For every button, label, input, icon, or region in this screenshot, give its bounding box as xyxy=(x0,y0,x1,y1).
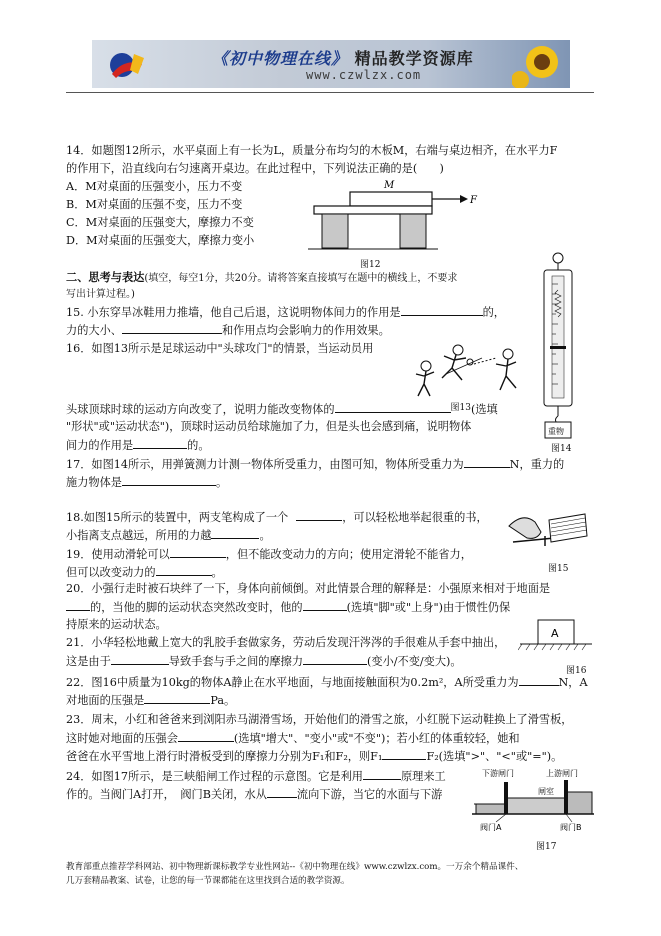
q21-text-a: 这是由于 xyxy=(66,655,111,668)
q18-text-b: ，可以轻松地举起很重的书， xyxy=(342,511,488,524)
q19-blank-2[interactable] xyxy=(156,563,212,576)
q22-line2 xyxy=(66,691,235,710)
q24-line2 xyxy=(66,785,442,804)
q19-text-b: ，但不能改变动力的方向；使用定滑轮不能省力， xyxy=(225,548,472,561)
section2-note-line1: (填空，每空1分，共20分。请将答案直接填写在题中的横线上，不要求 xyxy=(144,273,458,284)
q18-blank-1[interactable] xyxy=(296,508,342,521)
q18-text-a: 18.如图15所示的装置中，两支笔构成了一个 xyxy=(66,511,289,524)
site-logo xyxy=(98,44,168,86)
q16-text-c: 间力的作用是 xyxy=(66,439,134,452)
q22-blank-2[interactable] xyxy=(144,691,210,704)
q20-line1: 20．小强行走时被石块绊了一下，身体向前倾倒。对此情景合理的解释是：小强原来相对于地面是 xyxy=(66,582,551,595)
figure-17-downstream-gate: 下游闸门 xyxy=(482,769,514,778)
figure-12-caption: 图12 xyxy=(360,260,381,270)
section2-heading xyxy=(66,268,457,288)
q18-text-c: 小指离支点越远，所用的力越 xyxy=(66,529,212,542)
figure-17-valve-b: 阀门B xyxy=(560,823,582,832)
q16-text-d: 的。 xyxy=(187,439,210,452)
q19-text-d: 。 xyxy=(211,566,223,579)
q22-blank-1[interactable] xyxy=(519,673,559,686)
q14-option-d: D．M对桌面的压强变大，摩擦力变小 xyxy=(66,234,255,247)
q22-text-b: N，A xyxy=(558,676,588,689)
header-banner xyxy=(92,40,570,88)
figure-15-caption: 图15 xyxy=(548,564,569,574)
figure-16-label-a: A xyxy=(551,627,559,640)
q16-blank-1[interactable] xyxy=(335,400,451,413)
q17-text-d: 。 xyxy=(215,476,228,489)
q14-stem-line2: 的作用下，沿直线向右匀速离开桌边。在此过程中，下列说法正确的是( ) xyxy=(66,162,444,175)
q18-blank-2[interactable] xyxy=(211,526,259,539)
q24-text-a2: 作的。当阀门A打开， 阀门B关闭，水从 xyxy=(66,788,267,801)
q15-blank-2[interactable] xyxy=(122,321,222,334)
figure-14-spring-scale xyxy=(534,250,582,442)
q21-blank-1[interactable] xyxy=(111,652,169,665)
q23-blank-1[interactable] xyxy=(178,729,234,742)
q17-line1 xyxy=(66,455,564,474)
banner-url: www.czwlzx.com xyxy=(306,68,422,82)
q18-text-d: 。 xyxy=(259,529,271,542)
q17-blank-2[interactable] xyxy=(122,473,216,486)
q22-text-c: 对地面的压强是 xyxy=(66,694,145,707)
figure-13-caption: 图13 xyxy=(450,403,471,413)
q24-blank-1[interactable] xyxy=(363,767,401,780)
q24-text-b2: 流向下游，当它的水面与下游 xyxy=(296,788,443,801)
q14-option-b: B．M对桌面的压强不变，压力不变 xyxy=(66,198,243,211)
footer xyxy=(66,860,596,888)
section2-title: 二、思考与表达 xyxy=(66,270,145,284)
q15-text-b: 的， xyxy=(482,306,505,319)
q24-text-b: 原理来工 xyxy=(400,770,446,783)
q17-text-c: 施力物体是 xyxy=(66,476,122,489)
footer-line2: 几万套精品教案、试卷，让您的每一节课都能在这里找到合适的教学资源。 xyxy=(66,876,350,886)
q21-text-c: (变小/不变/变大)。 xyxy=(367,655,462,668)
q16-line2 xyxy=(66,400,498,420)
q23-blank-2[interactable] xyxy=(382,747,426,760)
q18-line2 xyxy=(66,526,271,545)
q17-text-b: N，重力的 xyxy=(509,458,565,471)
q23-text-a: 这时她对地面的压强会 xyxy=(66,732,178,745)
header-rule xyxy=(66,92,594,93)
figure-17-upstream-gate: 上游闸门 xyxy=(546,769,578,778)
figure-17-ship-lock xyxy=(472,764,596,836)
q16-line1: 16．如图13所示是足球运动中"头球攻门"的情景，当运动员用 xyxy=(66,342,374,355)
section2-note-line2: 写出计算过程。) xyxy=(66,289,135,300)
q22-text-d: Pa。 xyxy=(210,694,236,707)
figure-15-pen-lever xyxy=(505,506,589,562)
figure-12-label-f: F xyxy=(470,195,477,206)
figure-13-header-shot xyxy=(412,344,528,400)
q21-line2 xyxy=(66,652,462,671)
q15-text-c: 力的大小、 xyxy=(66,324,122,337)
q20-blank-1[interactable] xyxy=(66,598,90,611)
figure-14-weight-label: 重物 xyxy=(548,427,564,436)
figure-17-chamber: 闸室 xyxy=(538,787,554,796)
figure-17-caption: 图17 xyxy=(536,842,557,852)
q19-blank-1[interactable] xyxy=(170,545,226,558)
q15-text-a: 15. 小东穿旱冰鞋用力推墙，他自己后退，这说明物体间力的作用是 xyxy=(66,306,401,319)
q20-line3: 持原来的运动状态。 xyxy=(66,618,167,631)
q19-text-c: 但可以改变动力的 xyxy=(66,566,156,579)
q23-text-b: (选填"增大"、"变小"或"不变")；若小红的体重较轻，她和 xyxy=(233,732,520,745)
q15-line2 xyxy=(66,321,390,340)
figure-16-block-a xyxy=(518,616,594,652)
q16-line4 xyxy=(66,436,210,455)
footer-line1: 教育部重点推荐学科网站、初中物理新课标教学专业性网站--《初中物理在线》www.czwlzx.com。一万余个精品课件、 xyxy=(66,862,524,872)
q18-line1 xyxy=(66,508,488,527)
q22-line1 xyxy=(66,673,588,692)
q19-text-a: 19．使用动滑轮可以 xyxy=(66,548,170,561)
q14-option-a: A．M对桌面的压强变小，压力不变 xyxy=(66,180,243,193)
q20-blank-2[interactable] xyxy=(303,598,347,611)
figure-14-caption: 图14 xyxy=(551,444,572,454)
figure-16-caption: 图16 xyxy=(566,666,587,676)
q24-blank-2[interactable] xyxy=(267,785,297,798)
q14-option-c: C．M对桌面的压强变大，摩擦力不变 xyxy=(66,216,254,229)
sunflower-decoration xyxy=(512,40,570,88)
q17-blank-1[interactable] xyxy=(464,455,510,468)
figure-12-board-on-table xyxy=(308,176,478,252)
q15-text-d: 和作用点均会影响力的作用效果。 xyxy=(221,324,390,337)
q23-text-c: 爸爸在水平雪地上滑行时滑板受到的摩擦力分别为F₁和F₂，则F₁ xyxy=(66,750,383,763)
q22-text-a: 22．图16中质量为10kg的物体A静止在水平地面，与地面接触面积为0.2m²，A所受重力为 xyxy=(66,676,519,689)
q21-line1: 21．小华轻松地戴上宽大的乳胶手套做家务，劳动后发现汗涔涔的手很难从手套中抽出， xyxy=(66,636,506,649)
q16-line3: "形状"或"运动状态")，顶球时运动员给球施加了力，但是头也会感到痛，说明物体 xyxy=(66,420,472,433)
q20-text-a: 的，当他的脚的运动状态突然改变时，他的 xyxy=(90,601,303,614)
q14-stem-line1: 14．如题图12所示，水平桌面上有一长为L，质量分布均匀的木板M，右端与桌边相齐，在水平力F xyxy=(66,144,558,157)
q17-text-a: 17．如图14所示，用弹簧测力计测一物体所受重力，由图可知，物体所受重力为 xyxy=(66,458,464,471)
q23-text-d: F₂(选填">"、"<"或"=")。 xyxy=(426,750,563,763)
q24-text-a: 24．如图17所示，是三峡船闸工作过程的示意图。它是利用 xyxy=(66,770,363,783)
figure-12-label-m: M xyxy=(384,180,395,191)
q19-line1 xyxy=(66,545,472,564)
q20-text-b: (选填"脚"或"上身")由于惯性仍保 xyxy=(346,601,511,614)
q21-text-b: 导致手套与手之间的摩擦力 xyxy=(168,655,304,668)
q16-text-a: 头球顶球时球的运动方向改变了，说明力能改变物体的 xyxy=(66,403,335,416)
q20-line2 xyxy=(66,598,510,617)
q16-text-b: (选填 xyxy=(470,403,498,416)
q23-line1: 23．周末，小红和爸爸来到浏阳赤马湖滑雪场，开始他们的滑雪之旅，小红脱下运动鞋换上了滑雪板， xyxy=(66,713,573,726)
q16-blank-2[interactable] xyxy=(133,436,187,449)
q17-line2 xyxy=(66,473,227,492)
q21-blank-2[interactable] xyxy=(303,652,367,665)
banner-title: 《初中物理在线》 精品教学资源库 xyxy=(212,49,474,68)
q23-line2 xyxy=(66,729,520,748)
q15-line1 xyxy=(66,303,505,322)
q24-line1 xyxy=(66,767,446,786)
figure-17-valve-a: 阀门A xyxy=(480,823,502,832)
q15-blank-1[interactable] xyxy=(401,303,483,316)
